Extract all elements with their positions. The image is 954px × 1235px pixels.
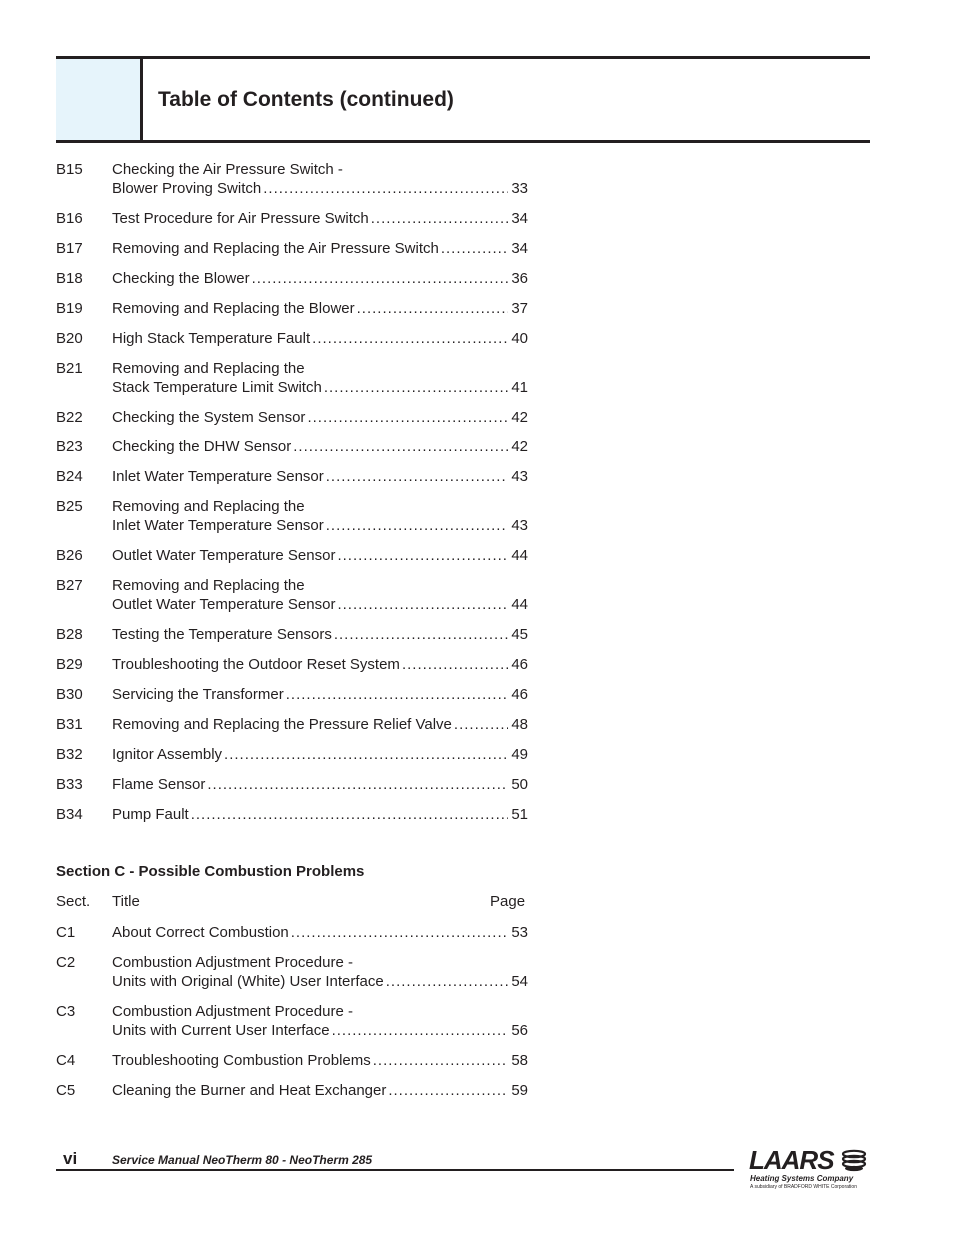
toc-entry-code: B15 [56, 161, 83, 178]
toc-entry-code: B20 [56, 329, 83, 347]
logo-subline: A subsidiary of BRADFORD WHITE Corporation [750, 1184, 857, 1190]
toc-entry-title: Checking the DHW Sensor [112, 438, 292, 456]
toc-entry-title: Inlet Water Temperature Sensor [112, 468, 324, 486]
header-tab-block [56, 59, 140, 140]
toc-entry-page: 44 [511, 596, 528, 614]
dot-leader [371, 209, 509, 228]
dot-leader [326, 516, 509, 535]
dot-leader [332, 1021, 509, 1040]
toc-entry-page: 45 [511, 626, 528, 644]
dot-leader [307, 408, 508, 427]
toc-entry-title: Test Procedure for Air Pressure Switch [112, 210, 369, 227]
toc-entry-page: 41 [511, 378, 528, 396]
dot-leader [263, 179, 508, 198]
toc-entry-code: B30 [56, 685, 83, 703]
toc-entry-title-line: Combustion Adjustment Procedure - [112, 1002, 353, 1020]
header-top-rule [56, 56, 870, 59]
page-number: vi [63, 1149, 78, 1168]
toc-entry-code: C3 [56, 1002, 76, 1020]
toc-entry-title-line: Removing and Replacing the [112, 577, 305, 595]
toc-entry-page: 34 [511, 239, 528, 257]
laars-logo [749, 1147, 869, 1193]
toc-entry-title: High Stack Temperature Fault [112, 329, 311, 347]
toc-entry-page: 48 [511, 715, 528, 733]
dot-leader [291, 923, 509, 942]
toc-entry-page: 59 [511, 1081, 528, 1099]
toc-entry-page: 54 [511, 972, 528, 990]
column-header-title: Title [112, 893, 140, 910]
toc-entry-code: C2 [56, 953, 76, 971]
header-divider [140, 59, 143, 141]
toc-entry-page: 50 [511, 775, 528, 793]
toc-entry-page: 42 [511, 438, 528, 456]
toc-entry-title-line: Removing and Replacing the [112, 359, 305, 377]
toc-entry-page: 36 [511, 269, 528, 287]
toc-entry-title: Checking the Blower [112, 269, 250, 287]
toc-entry-code: B34 [56, 805, 83, 823]
toc-entry-code: B25 [56, 498, 83, 516]
dot-leader [337, 546, 508, 565]
dot-leader [286, 685, 509, 704]
dot-leader [334, 625, 508, 644]
toc-entry-page: 44 [511, 547, 528, 565]
toc-entry-title: Checking the System Sensor [112, 408, 306, 426]
toc-entry-code: B16 [56, 210, 83, 227]
toc-entry-page: 40 [511, 329, 528, 347]
dot-leader [441, 239, 508, 258]
toc-entry-title: Flame Sensor [112, 775, 206, 793]
header-bottom-rule [56, 140, 870, 143]
toc-entry-code: B32 [56, 745, 83, 763]
dot-leader [337, 595, 508, 614]
toc-entry-page: 58 [511, 1051, 528, 1069]
dot-leader [191, 805, 509, 824]
toc-entry-code: B19 [56, 299, 83, 317]
toc-entry-page: 37 [511, 299, 528, 317]
logo-tagline: Heating Systems Company [750, 1174, 854, 1183]
toc-entry-code: B28 [56, 626, 83, 644]
dot-leader [252, 269, 509, 288]
toc-entry-title: Removing and Replacing the Pressure Relief Valve [112, 715, 452, 733]
toc-entry-code: B26 [56, 547, 83, 565]
toc-entry-code: B23 [56, 438, 83, 456]
footer-rule [56, 1169, 734, 1171]
coil-emblem-icon [841, 1149, 867, 1173]
section-c-heading: Section C - Possible Combustion Problems [56, 863, 365, 880]
toc-entry-title: Outlet Water Temperature Sensor [112, 547, 336, 565]
toc-entry-page: 56 [511, 1021, 528, 1039]
toc-entry-title: Testing the Temperature Sensors [112, 626, 332, 644]
page-title: Table of Contents (continued) [158, 88, 454, 111]
toc-entry-title: Cleaning the Burner and Heat Exchanger [112, 1081, 387, 1099]
toc-entry-page: 46 [511, 656, 528, 673]
dot-leader [224, 745, 508, 764]
column-header-page: Page [490, 893, 526, 910]
toc-entry-page: 49 [511, 745, 528, 763]
toc-entry-page: 34 [511, 210, 528, 227]
toc-entry-page: 43 [511, 468, 528, 486]
dot-leader [402, 655, 508, 674]
toc-entry-title: Units with Original (White) User Interface [112, 972, 384, 990]
toc-entry-code: C5 [56, 1081, 76, 1099]
toc-entry-code: B24 [56, 468, 83, 486]
dot-leader [454, 715, 508, 734]
toc-entry-page: 33 [511, 180, 528, 197]
toc-entry-page: 51 [511, 805, 528, 823]
dot-leader [324, 378, 509, 397]
toc-entry-code: B33 [56, 775, 83, 793]
dot-leader [326, 467, 509, 486]
toc-entry-code: B18 [56, 269, 83, 287]
toc-entry-page: 46 [511, 685, 528, 703]
toc-entry-code: B31 [56, 715, 83, 733]
toc-entry-code: C4 [56, 1051, 76, 1069]
toc-entry-page: 53 [511, 924, 528, 941]
toc-entry-title-line: Removing and Replacing the [112, 498, 305, 516]
toc-entry-title: Ignitor Assembly [112, 745, 223, 763]
toc-entry-code: C1 [56, 924, 76, 941]
dot-leader [357, 299, 509, 318]
dot-leader [293, 437, 508, 456]
toc-entry-title: Removing and Replacing the Blower [112, 299, 355, 317]
toc-entry-title-line: Combustion Adjustment Procedure - [112, 953, 353, 971]
toc-entry-title: Troubleshooting the Outdoor Reset System [112, 656, 400, 673]
dot-leader [312, 329, 508, 348]
toc-entry-title: Units with Current User Interface [112, 1021, 330, 1039]
toc-entry-title: Inlet Water Temperature Sensor [112, 517, 324, 535]
column-header-sect: Sect. [56, 893, 91, 910]
toc-entry-code: B21 [56, 359, 83, 377]
toc-entry-code: B29 [56, 656, 83, 673]
toc-entry-title: Removing and Replacing the Air Pressure Switch [112, 239, 439, 257]
dot-leader [207, 775, 508, 794]
toc-entry-title: Stack Temperature Limit Switch [112, 378, 322, 396]
toc-entry-title: Outlet Water Temperature Sensor [112, 596, 336, 614]
toc-entry-title: Blower Proving Switch [112, 180, 262, 197]
toc-entry-title: Servicing the Transformer [112, 685, 284, 703]
toc-entry-title: Pump Fault [112, 805, 189, 823]
toc-entry-page: 43 [511, 517, 528, 535]
logo-wordmark: LAARS [749, 1145, 834, 1175]
toc-entry-code: B17 [56, 239, 83, 257]
dot-leader [388, 1081, 508, 1100]
toc-entry-code: B22 [56, 408, 83, 426]
toc-entry-page: 42 [511, 408, 528, 426]
toc-entry-title-line: Checking the Air Pressure Switch - [112, 161, 343, 178]
toc-entry-code: B27 [56, 577, 83, 595]
dot-leader [386, 972, 509, 991]
toc-entry-title: About Correct Combustion [112, 924, 289, 941]
dot-leader [373, 1051, 509, 1070]
footer-title: Service Manual NeoTherm 80 - NeoTherm 285 [112, 1153, 373, 1167]
toc-entry-title: Troubleshooting Combustion Problems [112, 1051, 371, 1069]
